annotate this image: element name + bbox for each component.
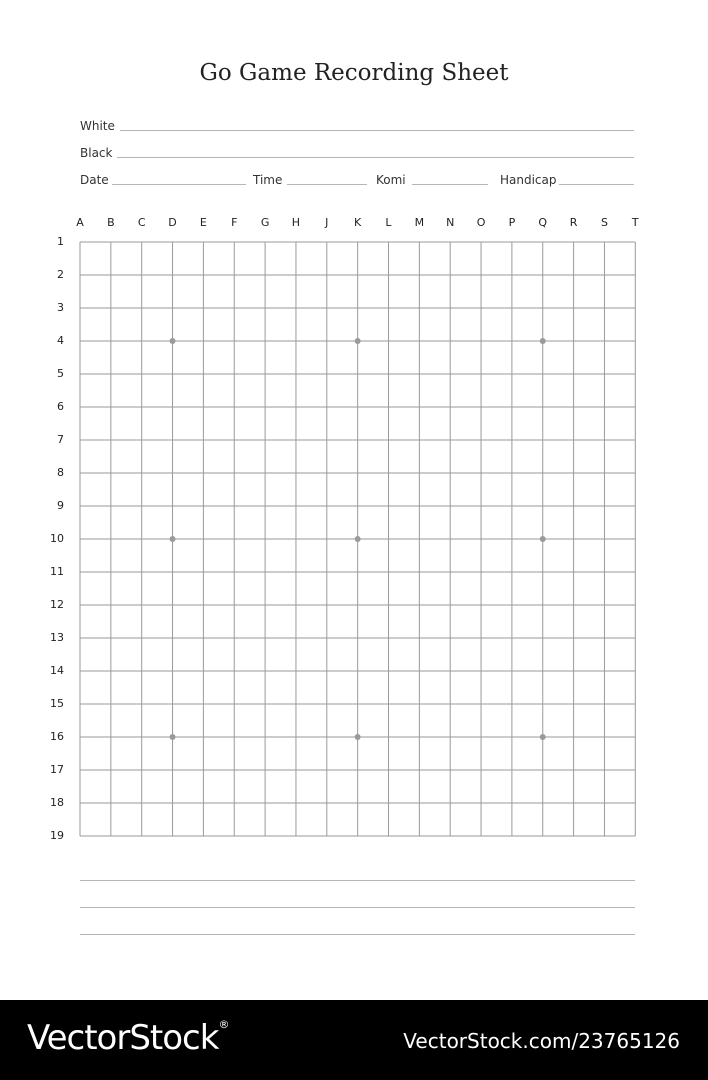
row-label: 12 (50, 598, 64, 611)
column-label: J (325, 216, 329, 229)
column-label: B (107, 216, 115, 229)
star-point (540, 338, 546, 344)
row-label: 16 (50, 730, 64, 743)
row-label: 8 (57, 466, 64, 479)
star-point (540, 734, 546, 740)
star-point (355, 338, 361, 344)
star-point (355, 536, 361, 542)
star-point (170, 338, 176, 344)
row-label: 9 (57, 499, 64, 512)
row-label: 18 (50, 796, 64, 809)
notes-line[interactable] (80, 907, 635, 908)
row-label: 17 (50, 763, 64, 776)
column-label: N (446, 216, 455, 229)
column-label: E (199, 216, 207, 229)
column-label: C (137, 216, 146, 229)
time-label: Time (253, 173, 283, 187)
column-label: T (631, 216, 639, 229)
column-label: R (569, 216, 578, 229)
black-label: Black (80, 146, 113, 160)
star-point (355, 734, 361, 740)
page-title: Go Game Recording Sheet (199, 60, 509, 86)
column-label: S (600, 216, 608, 229)
notes-line[interactable] (80, 934, 635, 935)
column-label: M (414, 216, 425, 229)
row-label: 4 (57, 334, 64, 347)
handicap-label: Handicap (500, 173, 557, 187)
column-label: F (231, 216, 238, 229)
watermark-url: VectorStock.com/23765126 (403, 1029, 680, 1053)
star-point (170, 734, 176, 740)
row-label: 5 (57, 367, 64, 380)
column-label: K (354, 216, 362, 229)
komi-label: Komi (376, 173, 406, 187)
star-point (170, 536, 176, 542)
column-label: P (508, 216, 516, 229)
row-label: 15 (50, 697, 64, 710)
row-label: 10 (50, 532, 64, 545)
column-label: L (385, 216, 392, 229)
row-label: 14 (50, 664, 64, 677)
column-label: D (168, 216, 177, 229)
watermark-brand: VectorStock® (27, 1018, 229, 1058)
notes-line[interactable] (80, 880, 635, 881)
row-label: 3 (57, 301, 64, 314)
star-point (540, 536, 546, 542)
row-label: 11 (50, 565, 64, 578)
column-label: H (291, 216, 301, 229)
white-label: White (80, 119, 115, 133)
column-label: G (260, 216, 270, 229)
row-label: 1 (57, 235, 64, 248)
row-label: 19 (50, 829, 64, 842)
column-label: A (76, 216, 84, 229)
row-label: 7 (57, 433, 64, 446)
column-label: O (476, 216, 486, 229)
row-label: 13 (50, 631, 64, 644)
watermark-footer (0, 1000, 708, 1080)
row-label: 6 (57, 400, 64, 413)
row-label: 2 (57, 268, 64, 281)
column-label: Q (538, 216, 548, 229)
date-label: Date (80, 173, 109, 187)
